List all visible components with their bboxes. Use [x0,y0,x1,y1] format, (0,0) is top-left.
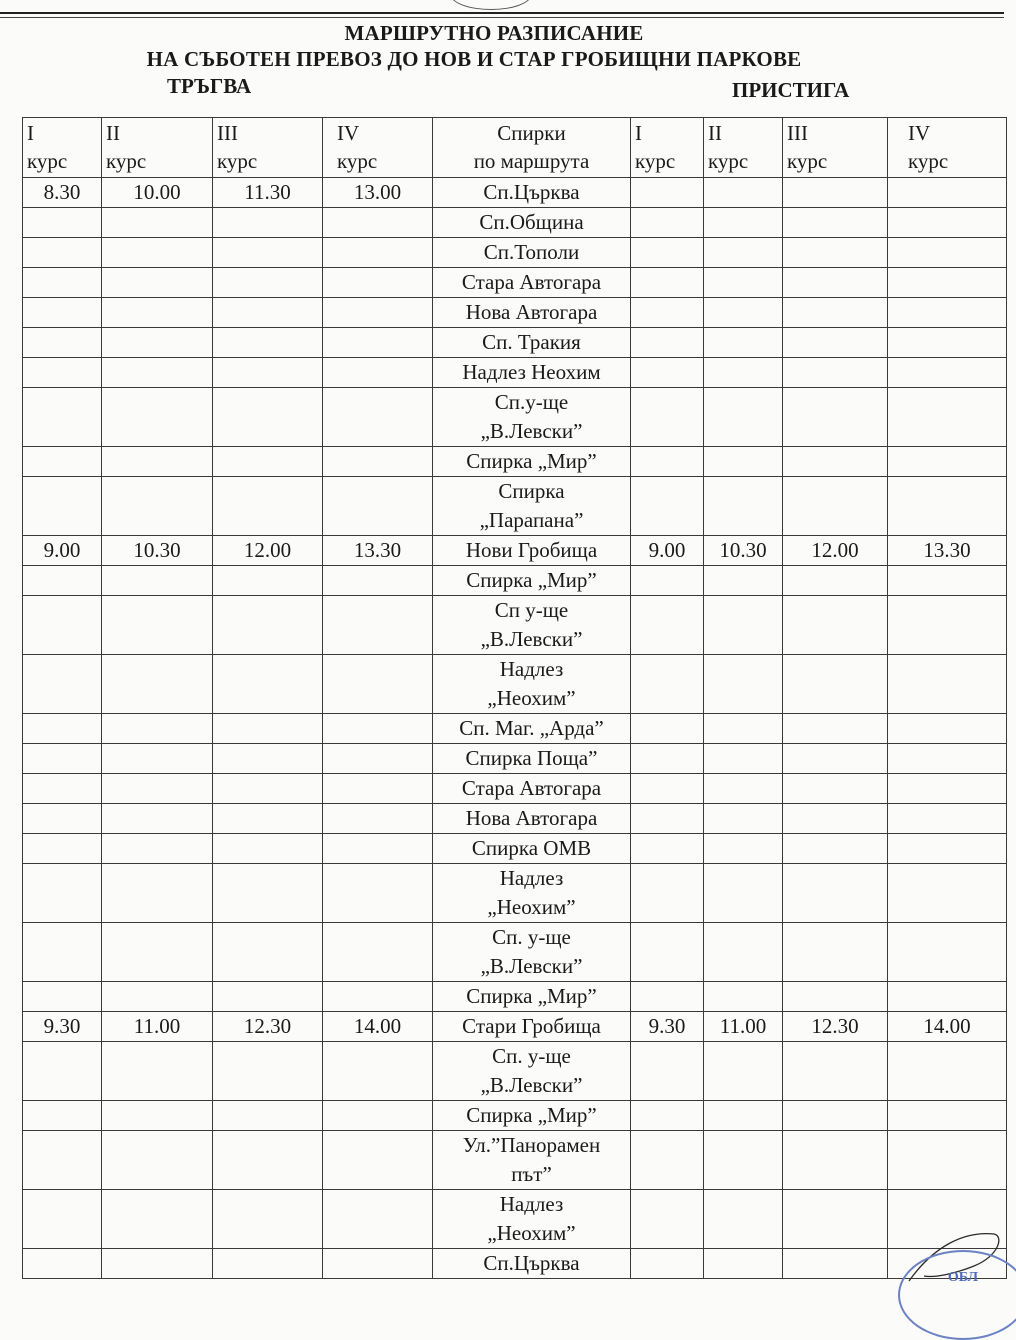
depart-time-cell: 14.00 [323,1012,433,1042]
arrive-time-cell [888,477,1007,536]
header-depart-course-3: III курс [213,118,323,178]
arrive-time-cell [783,1190,888,1249]
arrive-time-cell [783,834,888,864]
depart-time-cell [213,1131,323,1190]
arrive-time-cell [783,388,888,447]
table-row [23,774,1007,804]
stop-name-cell: Стара Автогара [433,774,631,804]
arrive-time-cell [888,1042,1007,1101]
depart-time-cell [213,447,323,477]
depart-time-cell [323,774,433,804]
stop-name-cell: Надлез „Неохим” [433,864,631,923]
depart-time-cell [323,1249,433,1279]
stop-name-cell: Стара Автогара [433,268,631,298]
table-row [23,834,1007,864]
depart-time-cell [213,714,323,744]
schedule-table [22,117,1007,1279]
depart-time-cell: 12.30 [213,1012,323,1042]
arrive-time-cell [888,298,1007,328]
arrive-time-cell [704,566,783,596]
depart-time-cell [102,1131,213,1190]
depart-time-cell [213,238,323,268]
depart-time-cell [102,358,213,388]
table-row [23,447,1007,477]
arrive-time-cell [888,1131,1007,1190]
table-row [23,596,1007,655]
table-row [23,744,1007,774]
arrive-time-cell [888,923,1007,982]
arrive-time-cell [888,208,1007,238]
table-row [23,238,1007,268]
arrive-time-cell [783,208,888,238]
depart-time-cell [213,834,323,864]
arrive-time-cell [888,834,1007,864]
stop-name-cell: Сп. у-ще „В.Левски” [433,923,631,982]
depart-time-cell [323,655,433,714]
header-arrive-course-3: III курс [783,118,888,178]
depart-time-cell [102,864,213,923]
depart-time-cell [23,566,102,596]
depart-time-cell [102,1101,213,1131]
table-row [23,864,1007,923]
arrives-label: ПРИСТИГА [732,78,850,102]
depart-time-cell [213,744,323,774]
arrive-time-cell [783,1249,888,1279]
depart-time-cell [213,208,323,238]
depart-time-cell: 13.00 [323,178,433,208]
depart-time-cell [23,477,102,536]
depart-time-cell: 10.30 [102,536,213,566]
depart-time-cell [323,208,433,238]
arrive-time-cell [631,714,704,744]
header-stops: Спирки по маршрута [433,118,631,178]
depart-time-cell [102,447,213,477]
depart-time-cell [23,1190,102,1249]
stop-name-cell: Спирка „Мир” [433,982,631,1012]
arrive-time-cell [888,268,1007,298]
depart-time-cell [23,298,102,328]
arrive-time-cell [888,328,1007,358]
depart-time-cell: 13.30 [323,536,433,566]
table-row [23,208,1007,238]
arrive-time-cell: 11.00 [704,1012,783,1042]
depart-time-cell [323,477,433,536]
arrive-time-cell [888,774,1007,804]
depart-time-cell [102,804,213,834]
stop-name-cell: Надлез Неохим [433,358,631,388]
arrive-time-cell [704,1249,783,1279]
stop-name-cell: Нова Автогара [433,804,631,834]
depart-time-cell [213,923,323,982]
arrive-time-cell [631,774,704,804]
depart-time-cell: 10.00 [102,178,213,208]
stop-name-cell: Сп. Тракия [433,328,631,358]
table-row [23,388,1007,447]
arrive-time-cell [888,388,1007,447]
depart-time-cell [23,596,102,655]
document-subtitle: НА СЪБОТЕН ПРЕВОЗ ДО НОВ И СТАР ГРОБИЩНИ ПАРКОВЕ [146,47,802,71]
table-row [23,1249,1007,1279]
table-row [23,923,1007,982]
table-row [23,982,1007,1012]
departs-label: ТРЪГВА [167,74,252,98]
table-row [23,298,1007,328]
arrive-time-cell [888,714,1007,744]
table-row [23,1190,1007,1249]
stop-name-cell: Сп. Маг. „Арда” [433,714,631,744]
arrive-time-cell [631,744,704,774]
arrive-time-cell [704,1101,783,1131]
depart-time-cell [323,804,433,834]
table-row [23,268,1007,298]
depart-time-cell [213,477,323,536]
table-row [23,178,1007,208]
depart-time-cell [23,447,102,477]
depart-time-cell [23,804,102,834]
arrive-time-cell [704,238,783,268]
arrive-time-cell [888,1101,1007,1131]
stop-name-cell: Спирка Поща” [433,744,631,774]
depart-time-cell [23,864,102,923]
depart-time-cell [323,596,433,655]
arrive-time-cell [631,298,704,328]
arrive-time-cell [783,1042,888,1101]
arrive-time-cell [783,596,888,655]
depart-time-cell [102,744,213,774]
depart-time-cell [23,714,102,744]
header-arrive-course-2: II курс [704,118,783,178]
stamp-text: ОБЛ [947,1270,979,1285]
arrive-time-cell [631,358,704,388]
depart-time-cell [213,358,323,388]
arrive-time-cell [704,268,783,298]
depart-time-cell [323,358,433,388]
arrive-time-cell [783,358,888,388]
arrive-time-cell [783,178,888,208]
depart-time-cell [323,1190,433,1249]
depart-time-cell [213,566,323,596]
stop-name-cell: Сп.Община [433,208,631,238]
document-title: МАРШРУТНО РАЗПИСАНИЕ [344,21,644,45]
depart-time-cell [323,1042,433,1101]
depart-time-cell [102,774,213,804]
depart-time-cell [23,774,102,804]
depart-time-cell [323,744,433,774]
arrive-time-cell [888,655,1007,714]
arrive-time-cell [631,655,704,714]
arrive-time-cell [783,804,888,834]
arrive-time-cell [704,655,783,714]
arrive-time-cell [783,477,888,536]
arrive-time-cell [704,298,783,328]
header-rule-thin [0,17,1004,18]
arrive-time-cell [631,1249,704,1279]
arrive-time-cell [704,208,783,238]
depart-time-cell [23,358,102,388]
depart-time-cell [213,774,323,804]
depart-time-cell [102,328,213,358]
arrive-time-cell [888,238,1007,268]
table-row [23,566,1007,596]
arrive-time-cell [783,328,888,358]
depart-time-cell [23,328,102,358]
depart-time-cell [23,1042,102,1101]
arrive-time-cell [783,1131,888,1190]
arrive-time-cell [704,834,783,864]
arrive-time-cell [704,774,783,804]
depart-time-cell [23,268,102,298]
depart-time-cell [323,923,433,982]
depart-time-cell [102,1249,213,1279]
depart-time-cell [213,864,323,923]
arrive-time-cell [704,923,783,982]
arrive-time-cell [631,1131,704,1190]
depart-time-cell [323,447,433,477]
header-arrive-course-1: I курс [631,118,704,178]
stop-name-cell: Ул.”Панорамен път” [433,1131,631,1190]
arrive-time-cell [631,834,704,864]
arrive-time-cell [783,774,888,804]
arrive-time-cell [888,596,1007,655]
depart-time-cell [213,268,323,298]
depart-time-cell [323,982,433,1012]
arrive-time-cell [704,714,783,744]
arrive-time-cell [704,388,783,447]
depart-time-cell [213,328,323,358]
stop-name-cell: Стари Гробища [433,1012,631,1042]
table-row [23,655,1007,714]
arrive-time-cell [888,178,1007,208]
depart-time-cell [23,982,102,1012]
depart-time-cell [213,596,323,655]
arrive-time-cell [631,596,704,655]
arrive-time-cell [631,447,704,477]
arrive-time-cell [631,923,704,982]
arrive-time-cell [783,566,888,596]
arrive-time-cell [704,477,783,536]
table-row [23,714,1007,744]
arrive-time-cell [704,358,783,388]
arrive-time-cell [704,864,783,923]
header-depart-course-1: I курс [23,118,102,178]
table-row [23,1042,1007,1101]
arrive-time-cell [631,208,704,238]
depart-time-cell [323,328,433,358]
stop-name-cell: Спирка ОМВ [433,834,631,864]
arrive-time-cell: 13.30 [888,536,1007,566]
arrive-time-cell: 12.30 [783,1012,888,1042]
header-depart-course-4: IV курс [323,118,433,178]
depart-time-cell [102,208,213,238]
depart-time-cell [213,655,323,714]
depart-time-cell [102,596,213,655]
stop-name-cell: Сп.у-ще „В.Левски” [433,388,631,447]
arrive-time-cell [631,864,704,923]
arrive-time-cell: 9.30 [631,1012,704,1042]
table-row [23,477,1007,536]
stop-name-cell: Спирка „Мир” [433,1101,631,1131]
depart-time-cell: 12.00 [213,536,323,566]
depart-time-cell: 8.30 [23,178,102,208]
arrive-time-cell [783,268,888,298]
arrive-time-cell [888,804,1007,834]
arrive-time-cell [631,477,704,536]
arrive-time-cell [631,1190,704,1249]
depart-time-cell [323,1101,433,1131]
table-body [23,178,1007,1279]
arrive-time-cell [704,1190,783,1249]
stop-name-cell: Сп у-ще „В.Левски” [433,596,631,655]
arrive-time-cell [704,804,783,834]
arrive-time-cell [888,566,1007,596]
table-row [23,328,1007,358]
arrive-time-cell [631,566,704,596]
emblem-icon [450,0,532,10]
stop-name-cell: Сп.Църква [433,1249,631,1279]
depart-time-cell [23,655,102,714]
arrive-time-cell [783,298,888,328]
depart-time-cell [102,714,213,744]
arrive-time-cell [631,1042,704,1101]
arrive-time-cell [783,744,888,774]
arrive-time-cell [631,268,704,298]
depart-time-cell [102,1190,213,1249]
arrive-time-cell [888,744,1007,774]
depart-time-cell [213,1042,323,1101]
depart-time-cell [102,268,213,298]
depart-time-cell [23,388,102,447]
stop-name-cell: Надлез „Неохим” [433,655,631,714]
depart-time-cell [102,566,213,596]
table-row [23,1131,1007,1190]
arrive-time-cell [783,864,888,923]
stop-name-cell: Нова Автогара [433,298,631,328]
depart-time-cell [213,1249,323,1279]
stop-name-cell: Спирка „Мир” [433,566,631,596]
arrive-time-cell [631,328,704,358]
table-row [23,1012,1007,1042]
depart-time-cell [102,238,213,268]
stop-name-cell: Надлез „Неохим” [433,1190,631,1249]
depart-time-cell [213,804,323,834]
depart-time-cell [102,1042,213,1101]
stop-name-cell: Сп.Тополи [433,238,631,268]
depart-time-cell [323,834,433,864]
arrive-time-cell [888,982,1007,1012]
header-rule [0,12,1004,14]
table-row [23,804,1007,834]
depart-time-cell [323,864,433,923]
arrive-time-cell [783,447,888,477]
depart-time-cell [23,1249,102,1279]
depart-time-cell: 11.30 [213,178,323,208]
depart-time-cell [102,655,213,714]
stop-name-cell: Сп. у-ще „В.Левски” [433,1042,631,1101]
depart-time-cell [323,388,433,447]
depart-time-cell [102,477,213,536]
depart-time-cell [213,298,323,328]
arrive-time-cell [704,596,783,655]
arrive-time-cell: 14.00 [888,1012,1007,1042]
arrive-time-cell [631,388,704,447]
depart-time-cell [213,388,323,447]
table-row [23,536,1007,566]
arrive-time-cell [888,358,1007,388]
arrive-time-cell [631,804,704,834]
arrive-time-cell [631,238,704,268]
depart-time-cell [102,298,213,328]
arrive-time-cell [704,982,783,1012]
depart-time-cell [323,566,433,596]
arrive-time-cell [783,1101,888,1131]
arrive-time-cell [888,864,1007,923]
arrive-time-cell: 9.00 [631,536,704,566]
table-header-row [23,118,1007,178]
official-stamp [898,1250,1016,1340]
arrive-time-cell [631,1101,704,1131]
depart-time-cell [323,1131,433,1190]
depart-time-cell [23,923,102,982]
table-row [23,358,1007,388]
depart-time-cell: 11.00 [102,1012,213,1042]
stop-name-cell: Спирка „Мир” [433,447,631,477]
arrive-time-cell [783,982,888,1012]
arrive-time-cell: 10.30 [704,536,783,566]
arrive-time-cell [631,982,704,1012]
depart-time-cell [102,923,213,982]
depart-time-cell [23,238,102,268]
arrive-time-cell [704,447,783,477]
depart-time-cell [323,298,433,328]
depart-time-cell [323,714,433,744]
arrive-time-cell: 12.00 [783,536,888,566]
depart-time-cell [102,834,213,864]
arrive-time-cell [704,744,783,774]
header-depart-course-2: II курс [102,118,213,178]
table-row [23,1101,1007,1131]
arrive-time-cell [704,1042,783,1101]
arrive-time-cell [704,178,783,208]
header-arrive-course-4: IV курс [888,118,1007,178]
depart-time-cell [213,982,323,1012]
depart-time-cell [23,834,102,864]
arrive-time-cell [783,714,888,744]
depart-time-cell [23,744,102,774]
depart-time-cell [323,238,433,268]
arrive-time-cell [704,1131,783,1190]
arrive-time-cell [783,238,888,268]
stop-name-cell: Нови Гробища [433,536,631,566]
depart-time-cell [23,1101,102,1131]
depart-time-cell: 9.00 [23,536,102,566]
depart-time-cell [323,268,433,298]
depart-time-cell [23,208,102,238]
arrive-time-cell [704,328,783,358]
depart-time-cell [23,1131,102,1190]
arrive-time-cell [888,447,1007,477]
stop-name-cell: Сп.Църква [433,178,631,208]
depart-time-cell [213,1101,323,1131]
arrive-time-cell [783,923,888,982]
depart-time-cell [213,1190,323,1249]
depart-time-cell: 9.30 [23,1012,102,1042]
depart-time-cell [102,982,213,1012]
stop-name-cell: Спирка „Парапана” [433,477,631,536]
arrive-time-cell [783,655,888,714]
depart-time-cell [102,388,213,447]
arrive-time-cell [631,178,704,208]
